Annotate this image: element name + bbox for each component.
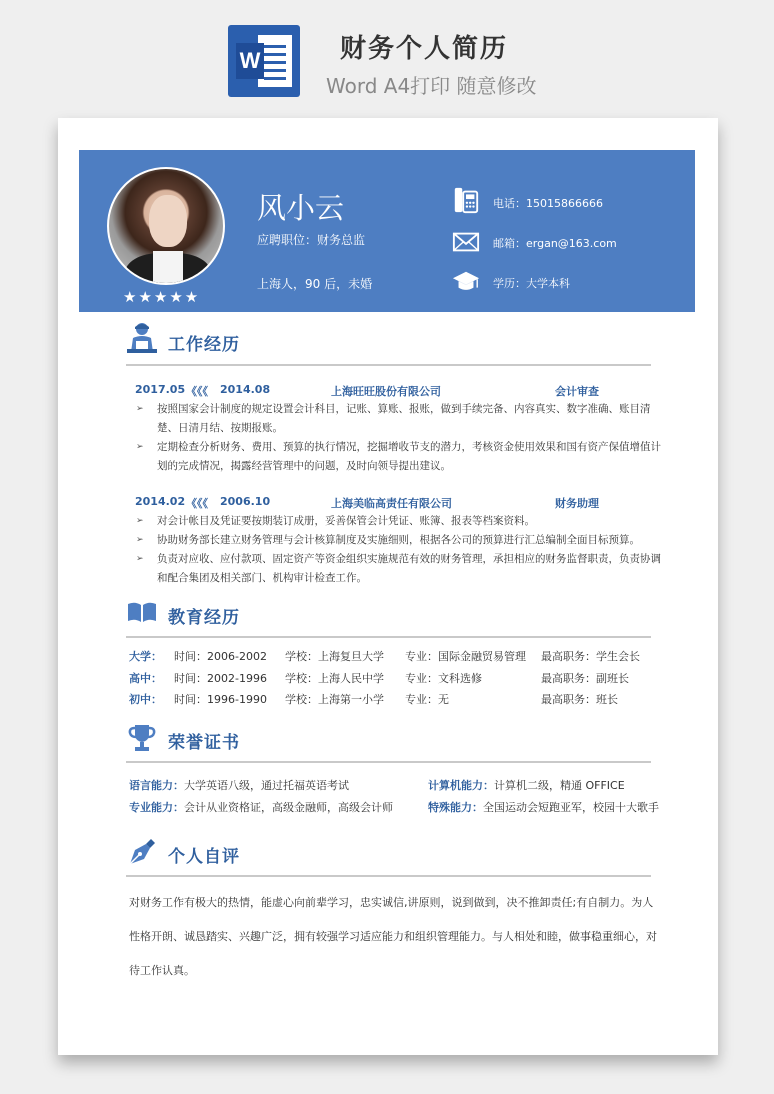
divider	[126, 364, 651, 366]
work-entry-2-header	[135, 495, 655, 511]
honor-item: 特殊能力：全国运动会短跑亚军，校园十大歌手	[428, 801, 659, 814]
phone-icon	[451, 186, 481, 214]
divider	[126, 636, 651, 638]
email-text: 邮箱：ergan@163.com	[493, 237, 617, 250]
resume-page	[58, 118, 718, 1055]
work-bullet: ➢ 按照国家会计制度的规定设置会计科目，记账、算账、报账，做到手续完备、内容真实、数字准确、账目清楚、日清月结、按期报账。	[136, 403, 651, 434]
work-position: 会计审查	[555, 385, 599, 398]
trophy-icon	[126, 722, 158, 754]
work-bullet: ➢ 负责对应收、应付款项、固定资产等资金组织实施规范有效的财务管理，承担相应的财务监督职责，负责协调和配合集团及相关部门、机构审计检查工作。	[136, 553, 661, 584]
work-bullet: ➢ 对会计帐目及凭证要按期装订成册，妥善保管会计凭证、账簿、报表等档案资料。	[136, 515, 535, 527]
personal-info: 上海人，90 后，未婚	[257, 277, 373, 291]
education-text: 学历：大学本科	[493, 277, 570, 290]
word-icon	[228, 25, 300, 97]
banner-title: 财务个人简历	[340, 34, 509, 64]
self-evaluation-text: 对财务工作有极大的热情，能虚心向前辈学习，忠实诚信,讲原则，说到做到，决不推卸责任;有自制力。为人性格开朗、诚恳踏实、兴趣广泛，拥有较强学习适应能力和组织管理能力。与人相处和睦，做事稳重细心，对待工作认真。	[129, 896, 657, 977]
candidate-name: 风小云	[257, 191, 345, 225]
education-row: 大学： 时间：2006-2002 学校：上海复旦大学 专业：国际金融贸易管理 最高职务：学生会长	[129, 650, 640, 663]
section-title-work: 工作经历	[168, 335, 240, 355]
header-band	[79, 150, 695, 312]
education-row: 高中： 时间：2002-1996 学校：上海人民中学 专业：文科选修 最高职务：副班长	[129, 672, 629, 685]
work-sep: 《《《	[186, 497, 208, 510]
avatar	[107, 167, 225, 285]
section-title-evaluation: 个人自评	[168, 847, 240, 867]
work-start: 2014.02	[135, 495, 186, 508]
worker-icon	[126, 322, 158, 354]
honor-item: 语言能力：大学英语八级，通过托福英语考试	[129, 779, 349, 792]
word-letter: W	[236, 43, 264, 79]
phone-text: 电话：15015866666	[493, 197, 603, 210]
rating-stars: ★★★★★	[123, 288, 201, 306]
book-icon	[126, 596, 158, 628]
honor-item: 专业能力：会计从业资格证，高级金融师，高级会计师	[129, 801, 393, 814]
job-applied: 应聘职位：财务总监	[257, 233, 366, 247]
work-sep: 《《《	[186, 385, 208, 398]
work-end: 2006.10	[220, 495, 271, 508]
top-banner	[0, 0, 774, 118]
mail-icon	[451, 228, 481, 256]
divider	[126, 875, 651, 877]
work-company: 上海美临高责任有限公司	[331, 497, 452, 510]
honor-item: 计算机能力：计算机二级，精通 OFFICE	[428, 779, 625, 792]
pen-nib-icon	[126, 836, 158, 868]
banner-subtitle: Word A4打印 随意修改	[326, 74, 537, 98]
work-bullet: ➢ 协助财务部长建立财务管理与会计核算制度及实施细则，根据各公司的预算进行汇总编制全面目标预算。	[136, 534, 640, 546]
work-company: 上海旺旺股份有限公司	[331, 385, 441, 398]
education-row: 初中： 时间：1996-1990 学校：上海第一小学 专业：无 最高职务：班长	[129, 693, 618, 706]
work-end: 2014.08	[220, 383, 271, 396]
divider	[126, 761, 651, 763]
graduation-cap-icon	[451, 268, 481, 296]
work-bullet: ➢ 定期检查分析财务、费用、预算的执行情况，挖掘增收节支的潜力，考核资金使用效果和国有资产保值增值计划的完成情况，揭露经营管理中的问题，及时向领导提出建议。	[136, 441, 661, 472]
work-position: 财务助理	[555, 497, 599, 510]
section-title-honors: 荣誉证书	[168, 733, 240, 753]
section-title-education: 教育经历	[168, 608, 240, 628]
work-entry-1-header	[135, 383, 655, 399]
work-start: 2017.05	[135, 383, 186, 396]
